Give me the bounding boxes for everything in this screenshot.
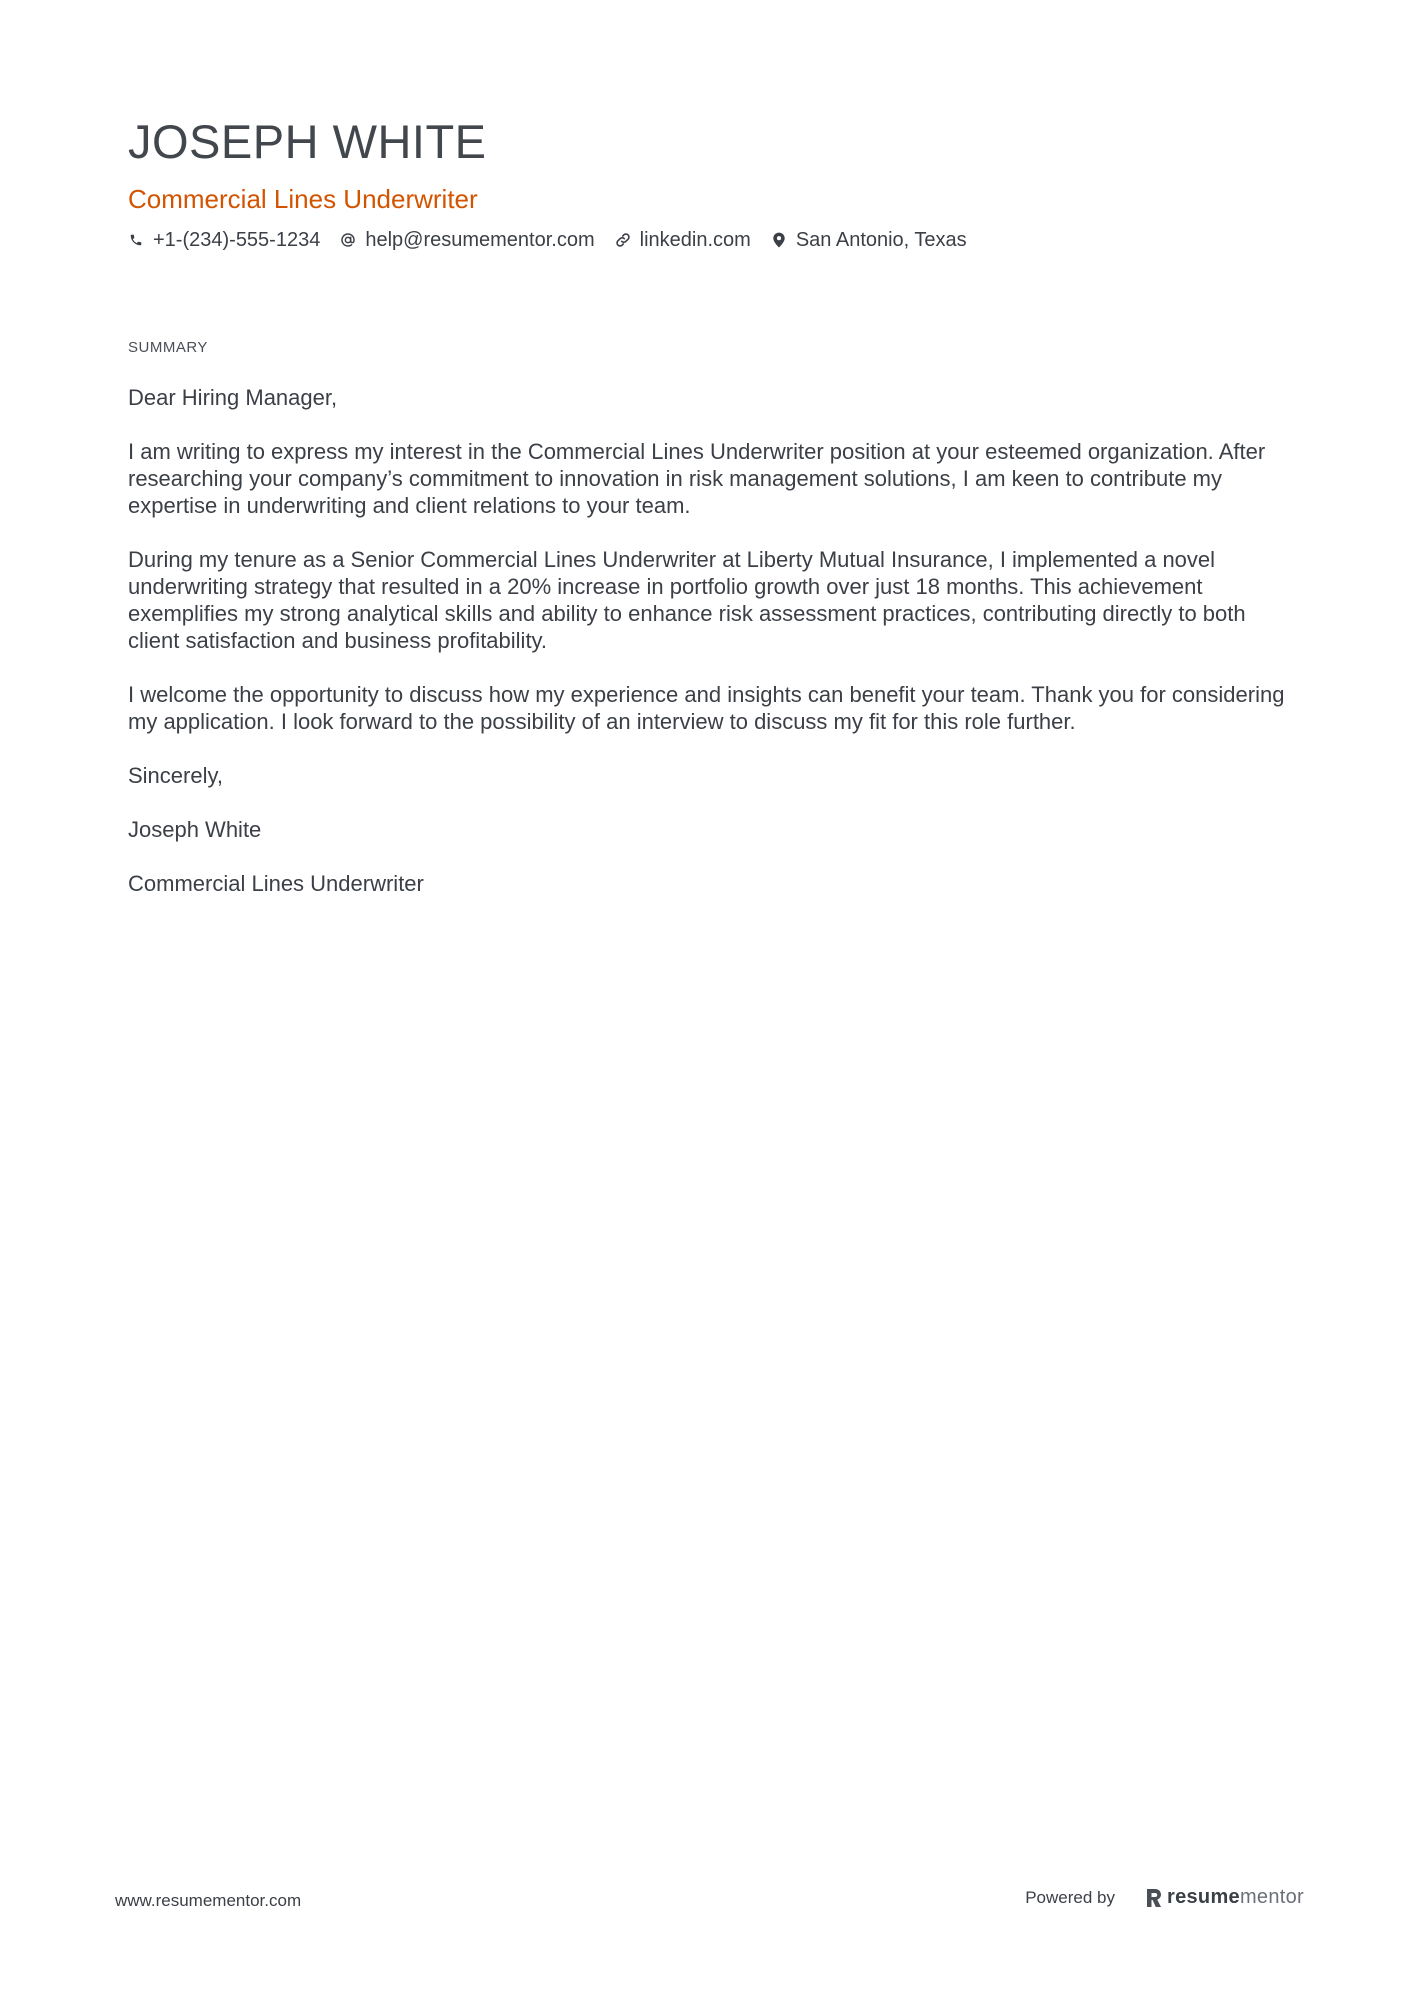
brand-wordmark-light: mentor	[1239, 1886, 1304, 1908]
linkedin-text: linkedin.com	[639, 229, 751, 251]
contact-phone	[128, 227, 320, 253]
location-pin-icon	[771, 232, 787, 248]
powered-by	[1025, 1886, 1304, 1909]
powered-by-label: Powered by	[1025, 1887, 1115, 1907]
section-heading-summary: SUMMARY	[128, 339, 208, 356]
contact-email[interactable]	[340, 227, 594, 253]
contact-location	[771, 227, 967, 253]
closing: Sincerely,	[128, 763, 223, 788]
at-icon	[340, 232, 356, 248]
signature-name: Joseph White	[128, 817, 262, 842]
contact-info	[128, 227, 987, 253]
footer-website-link[interactable]: www.resumementor.com	[115, 1891, 302, 1910]
brand-wordmark-bold: resume	[1167, 1886, 1240, 1908]
applicant-name: JOSEPH WHITE	[128, 115, 487, 168]
location-text: San Antonio, Texas	[795, 229, 967, 251]
brand-wordmark	[1167, 1886, 1304, 1909]
link-icon	[615, 232, 631, 248]
phone-icon	[128, 232, 144, 248]
email-text: help@resumementor.com	[365, 229, 595, 251]
letter-body	[128, 384, 1288, 924]
resumementor-logo-icon	[1145, 1887, 1163, 1909]
salutation: Dear Hiring Manager,	[128, 385, 338, 410]
phone-text: +1-(234)-555-1234	[153, 229, 321, 251]
letter-paragraph: I am writing to express my interest in the Commercial Lines Underwriter position at your esteemed organization. After researching your company’s commitment to innovation in risk management solutions, I am keen to contribute my expertise in underwriting and client relations to your team.	[128, 439, 1266, 518]
applicant-title: Commercial Lines Underwriter	[128, 184, 478, 214]
brand-logo[interactable]	[1145, 1886, 1304, 1909]
letter-paragraph: I welcome the opportunity to discuss how my experience and insights can benefit your team. Thank you for considering my application. I look forward to the possibility of an interview to discuss my fit for this role further.	[128, 682, 1285, 734]
letter-paragraph: During my tenure as a Senior Commercial Lines Underwriter at Liberty Mutual Insurance, I implemented a novel underwriting strategy that resulted in a 20% increase in portfolio growth over just 18 months. This achievement exemplifies my strong analytical skills and ability to enhance risk assessment practices, contributing directly to both client satisfaction and business profitability.	[128, 547, 1246, 653]
contact-linkedin[interactable]	[615, 227, 751, 253]
signature-title: Commercial Lines Underwriter	[128, 871, 424, 896]
